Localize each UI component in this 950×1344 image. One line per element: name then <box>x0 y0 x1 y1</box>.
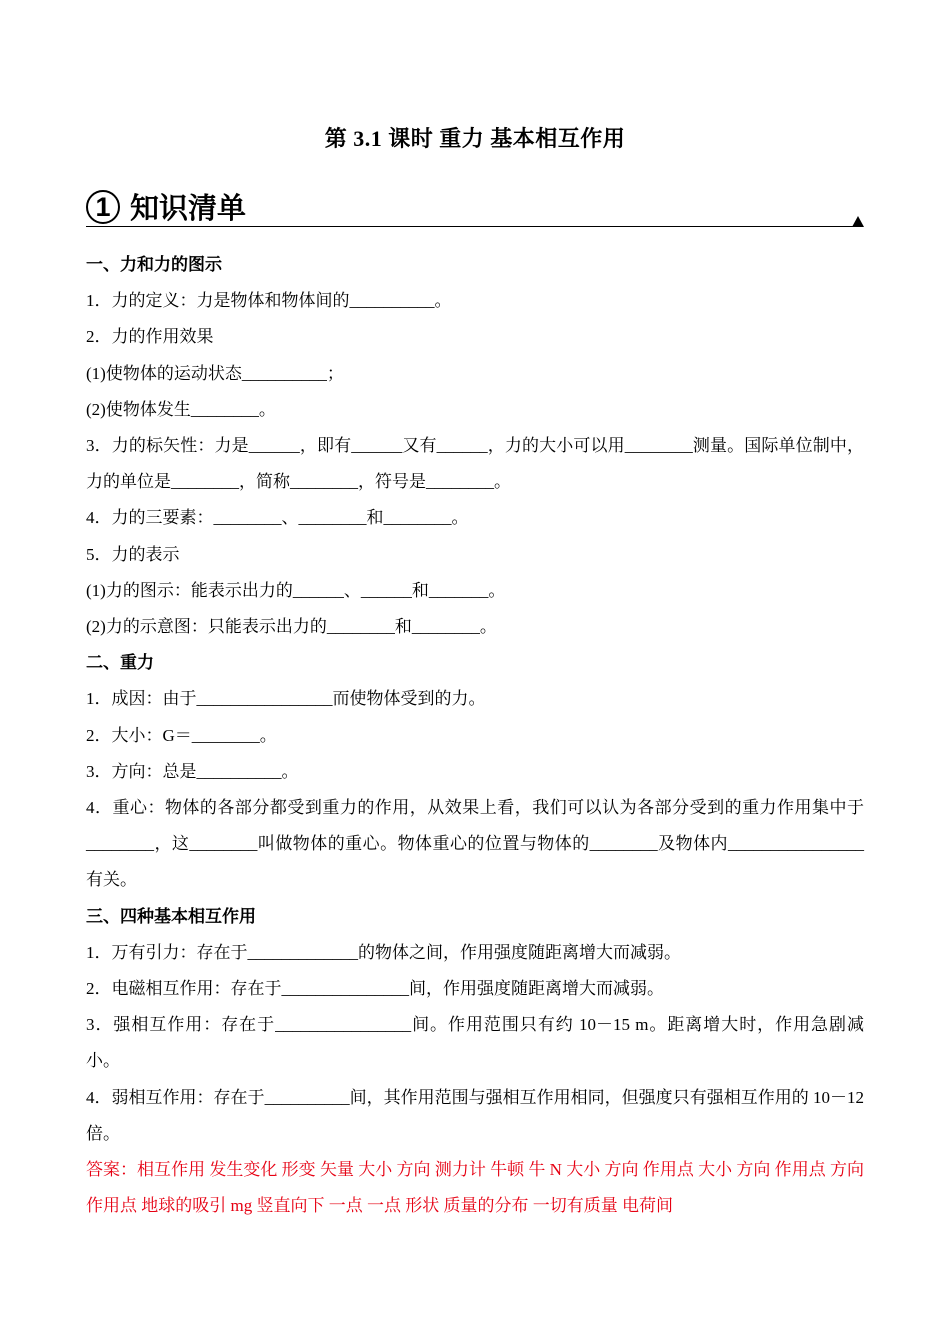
section-divider <box>86 226 854 227</box>
text-paragraph: 3．强相互作用：存在于________________间。作用范围只有约 10－15 m。距离增大时，作用急剧减小。 <box>86 1015 864 1071</box>
text-line: (2)使物体发生________。 <box>86 399 276 419</box>
text-line: (2)力的示意图：只能表示出力的________和________。 <box>86 617 497 637</box>
text-line: 1．成因：由于________________而使物体受到的力。 <box>86 689 486 709</box>
text-paragraph: 3．力的标矢性：力是______，即有______又有______，力的大小可以用________测量。国际单位制中，力的单位是________，简称________，符号是________。 <box>86 436 864 492</box>
text-line: (1)力的图示：能表示出力的______、______和_______。 <box>86 580 506 600</box>
text-line: (1)使物体的运动状态__________； <box>86 363 344 383</box>
triangle-marker-icon <box>852 216 864 227</box>
text-line: 1．力的定义：力是物体和物体间的__________。 <box>86 291 452 311</box>
text-line: 4．力的三要素：________、________和________。 <box>86 508 469 528</box>
text-paragraph: 4．弱相互作用：存在于__________间，其作用范围与强相互作用相同，但强度只有强相互作用的 10－12 倍。 <box>86 1087 864 1143</box>
subsection-heading: 三、四种基本相互作用 <box>86 906 256 926</box>
subsection-heading: 一、力和力的图示 <box>86 255 222 274</box>
section-header <box>86 188 864 230</box>
text-line: 2．力的作用效果 <box>86 327 214 347</box>
text-line: 3．方向：总是__________。 <box>86 761 299 781</box>
text-line: 5．力的表示 <box>86 544 180 564</box>
answer-key: 答案：相互作用 发生变化 形变 矢量 大小 方向 测力计 牛顿 牛 N 大小 方向 作用点 大小 方向 作用点 方向 作用点 地球的吸引 mg 竖直向下 一点 一点 形状 质量的分布 一切有质量 电荷间 <box>86 1160 864 1216</box>
text-line: 2．电磁相互作用：存在于_______________间，作用强度随距离增大而减弱。 <box>86 979 664 999</box>
text-paragraph: 4．重心：物体的各部分都受到重力的作用，从效果上看，我们可以认为各部分受到的重力作用集中于________，这________叫做物体的重心。物体重心的位置与物体的________及物体内________________有关。 <box>86 798 864 890</box>
text-line: 1．万有引力：存在于_____________的物体之间，作用强度随距离增大而减弱。 <box>86 942 681 962</box>
page-title: 第 3.1 课时 重力 基本相互作用 <box>324 126 626 151</box>
section-number-badge: 1 <box>86 190 120 224</box>
section-title: 知识清单 <box>130 191 247 225</box>
content-body <box>86 247 864 1224</box>
text-line: 2．大小：G＝________。 <box>86 725 277 745</box>
subsection-heading: 二、重力 <box>86 653 154 673</box>
